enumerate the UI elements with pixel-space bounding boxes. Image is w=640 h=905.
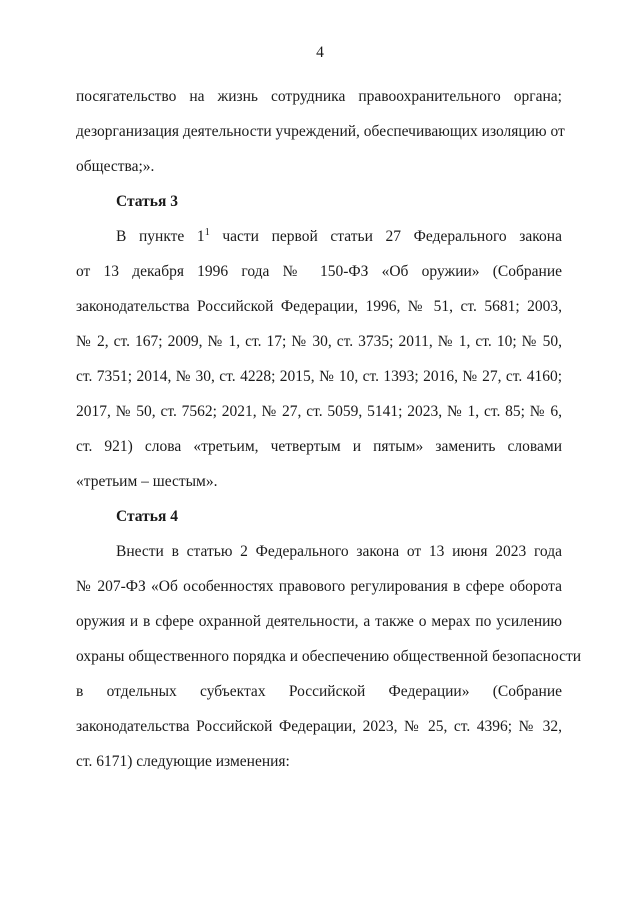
paragraph-line: ст. 7351; 2014, № 30, ст. 4228; 2015, № 10, ст. 1393; 2016, № 27, ст. 4160; bbox=[76, 368, 562, 385]
paragraph-line: общества;». bbox=[76, 158, 155, 175]
paragraph-line: от 13 декабря 1996 года № 150-ФЗ «Об оружии» (Собрание bbox=[76, 263, 562, 280]
article-4-heading: Статья 4 bbox=[116, 508, 178, 525]
paragraph-line bbox=[116, 227, 562, 247]
paragraph-line: Внести в статью 2 Федерального закона от 13 июня 2023 года bbox=[116, 543, 562, 560]
paragraph-line: № 207-ФЗ «Об особенностях правового регулирования в сфере оборота bbox=[76, 578, 562, 595]
paragraph-line: № 2, ст. 167; 2009, № 1, ст. 17; № 30, ст. 3735; 2011, № 1, ст. 10; № 50, bbox=[76, 333, 562, 350]
text-segment: части первой статьи 27 Федерального закона bbox=[209, 228, 562, 245]
paragraph-line: охраны общественного порядка и обеспечению общественной безопасности bbox=[76, 648, 582, 665]
paragraph-line: законодательства Российской Федерации, 2023, № 25, ст. 4396; № 32, bbox=[76, 718, 562, 735]
paragraph-line: законодательства Российской Федерации, 1996, № 51, ст. 5681; 2003, bbox=[76, 298, 562, 315]
paragraph-line: «третьим – шестым». bbox=[76, 473, 218, 490]
paragraph-line: посягательство на жизнь сотрудника правоохранительного органа; bbox=[76, 88, 562, 105]
page-number: 4 bbox=[316, 44, 324, 61]
paragraph-line: 2017, № 50, ст. 7562; 2021, № 27, ст. 5059, 5141; 2023, № 1, ст. 85; № 6, bbox=[76, 403, 562, 420]
paragraph-line: оружия и в сфере охранной деятельности, а также о мерах по усилению bbox=[76, 613, 562, 630]
paragraph-line: в отдельных субъектах Российской Федерации» (Собрание bbox=[76, 683, 562, 700]
text-segment: В пункте 1 bbox=[116, 228, 205, 245]
paragraph-line: дезорганизация деятельности учреждений, обеспечивающих изоляцию от bbox=[76, 123, 565, 140]
article-3-heading: Статья 3 bbox=[116, 193, 178, 210]
paragraph-line: ст. 921) слова «третьим, четвертым и пятым» заменить словами bbox=[76, 438, 562, 455]
paragraph-line: ст. 6171) следующие изменения: bbox=[76, 753, 290, 770]
superscript: 1 bbox=[204, 227, 210, 238]
